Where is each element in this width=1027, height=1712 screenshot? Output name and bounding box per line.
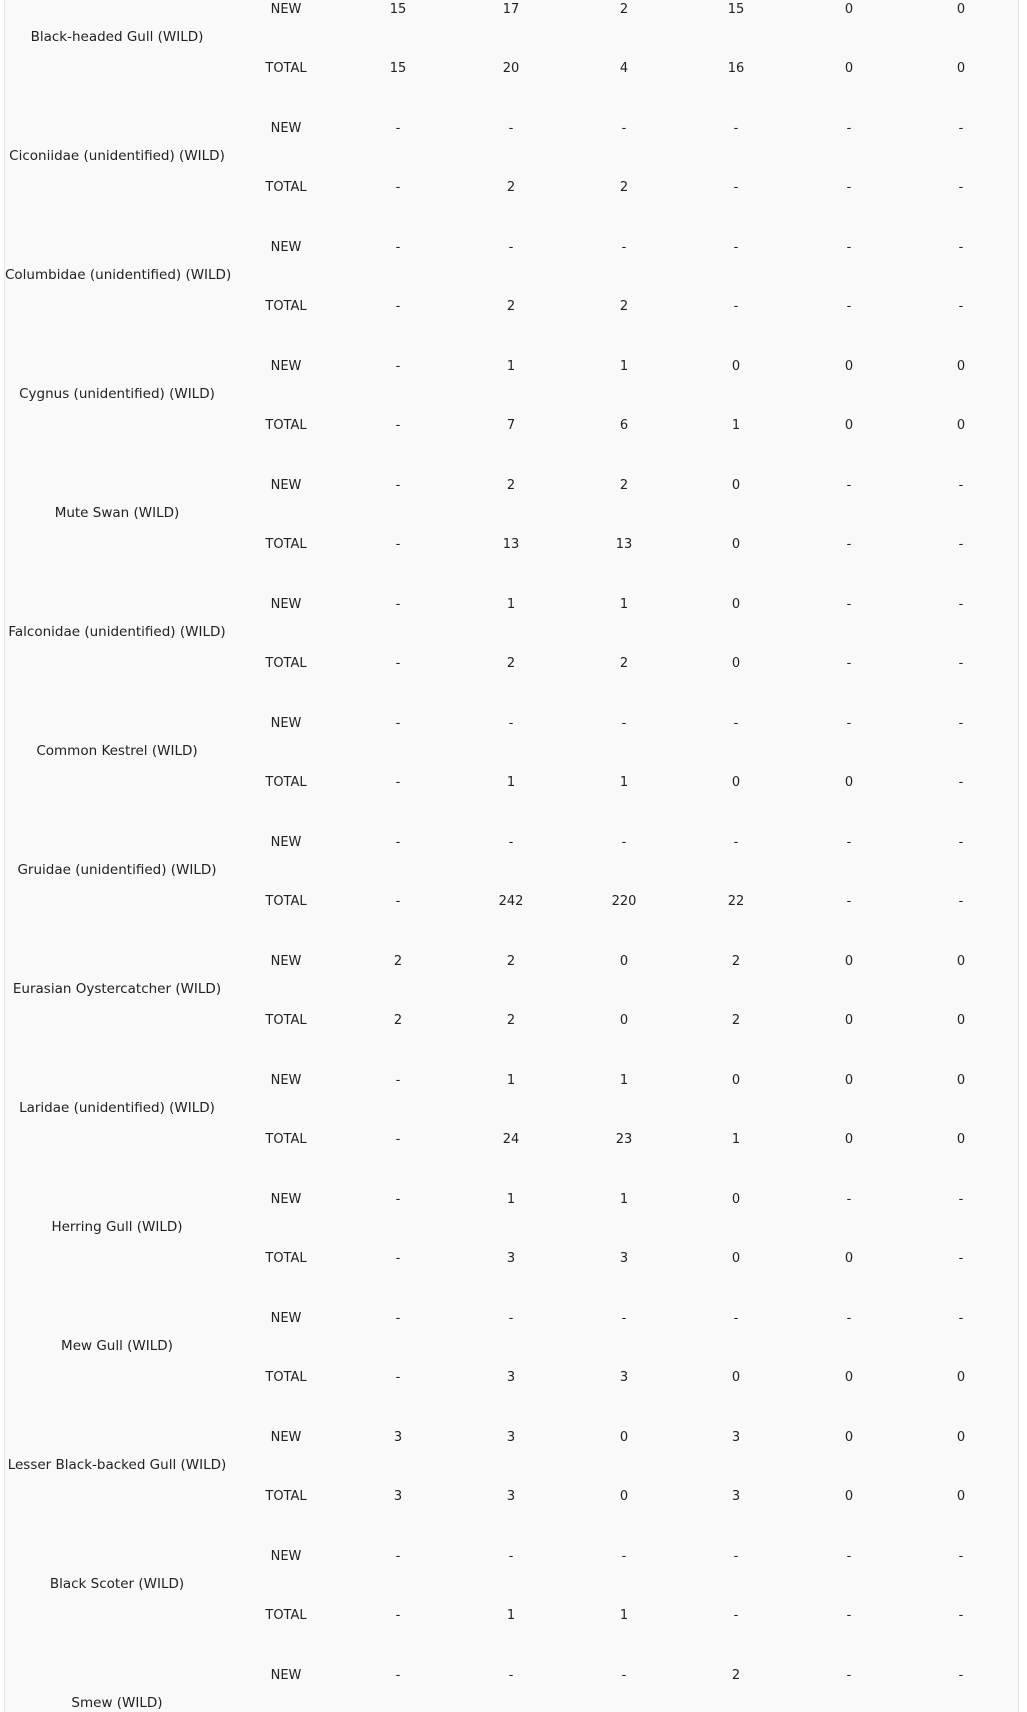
total-value-cell: 20 xyxy=(502,61,520,76)
total-value-cell: 3 xyxy=(619,1370,629,1385)
total-value-cell: 0 xyxy=(956,61,966,76)
new-value-cell: 0 xyxy=(956,1073,966,1088)
total-value-cell: 0 xyxy=(844,61,854,76)
new-value-cell: - xyxy=(395,478,401,493)
total-value-cell: - xyxy=(395,656,401,671)
total-value-cell: - xyxy=(395,418,401,433)
species-block xyxy=(5,1038,1018,1157)
new-label: NEW xyxy=(270,240,302,255)
new-value-cell: - xyxy=(621,1549,627,1564)
new-value-cell: - xyxy=(395,1073,401,1088)
new-value-cell: - xyxy=(958,1549,964,1564)
total-value-cell: 0 xyxy=(844,1132,854,1147)
total-row xyxy=(5,892,1018,912)
total-value-cell: - xyxy=(395,180,401,195)
new-value-cell: 17 xyxy=(502,2,520,17)
new-value-cell: 2 xyxy=(619,478,629,493)
new-value-cell: 2 xyxy=(506,478,516,493)
new-value-cell: 0 xyxy=(956,2,966,17)
species-name: Black Scoter (WILD) xyxy=(49,1576,185,1592)
species-name: Common Kestrel (WILD) xyxy=(36,743,198,759)
new-value-cell: 3 xyxy=(393,1430,403,1445)
new-value-cell: - xyxy=(621,716,627,731)
total-value-cell: 0 xyxy=(731,775,741,790)
total-value-cell: 2 xyxy=(619,299,629,314)
total-value-cell: - xyxy=(733,299,739,314)
new-value-cell: - xyxy=(621,240,627,255)
new-value-cell: - xyxy=(621,121,627,136)
total-value-cell: - xyxy=(958,775,964,790)
total-value-cell: 3 xyxy=(506,1370,516,1385)
new-label: NEW xyxy=(270,835,302,850)
new-label: NEW xyxy=(270,954,302,969)
species-name: Falconidae (unidentified) (WILD) xyxy=(8,624,226,640)
new-value-cell: - xyxy=(733,121,739,136)
new-value-cell: - xyxy=(958,1192,964,1207)
new-value-cell: - xyxy=(958,716,964,731)
total-value-cell: 23 xyxy=(615,1132,633,1147)
new-row xyxy=(5,238,1018,258)
new-value-cell: - xyxy=(508,1668,514,1683)
new-row xyxy=(5,1190,1018,1210)
total-value-cell: 13 xyxy=(615,537,633,552)
new-value-cell: - xyxy=(958,1668,964,1683)
new-value-cell: 0 xyxy=(844,954,854,969)
total-row xyxy=(5,59,1018,79)
species-block xyxy=(5,205,1018,324)
new-value-cell: 0 xyxy=(844,1430,854,1445)
total-value-cell: 0 xyxy=(956,418,966,433)
total-value-cell: 2 xyxy=(619,656,629,671)
total-value-cell: 1 xyxy=(619,775,629,790)
total-value-cell: - xyxy=(958,1608,964,1623)
outbreak-species-table xyxy=(4,0,1019,1712)
new-label: NEW xyxy=(270,716,302,731)
new-value-cell: - xyxy=(621,835,627,850)
total-value-cell: 6 xyxy=(619,418,629,433)
new-value-cell: 0 xyxy=(731,1073,741,1088)
total-value-cell: 0 xyxy=(956,1370,966,1385)
total-value-cell: 4 xyxy=(619,61,629,76)
total-value-cell: 0 xyxy=(956,1489,966,1504)
new-label: NEW xyxy=(270,478,302,493)
total-value-cell: 0 xyxy=(844,1251,854,1266)
species-rows xyxy=(5,0,1018,1712)
total-value-cell: - xyxy=(958,299,964,314)
species-name: Eurasian Oystercatcher (WILD) xyxy=(12,981,222,997)
new-label: NEW xyxy=(270,1549,302,1564)
total-value-cell: 220 xyxy=(611,894,637,909)
new-label: NEW xyxy=(270,2,302,17)
new-row xyxy=(5,1547,1018,1567)
new-value-cell: - xyxy=(395,597,401,612)
new-row xyxy=(5,357,1018,377)
total-value-cell: 22 xyxy=(727,894,745,909)
total-label: TOTAL xyxy=(265,299,307,314)
new-value-cell: 3 xyxy=(506,1430,516,1445)
total-value-cell: 1 xyxy=(731,418,741,433)
total-value-cell: 2 xyxy=(731,1013,741,1028)
total-value-cell: - xyxy=(395,1370,401,1385)
new-value-cell: 0 xyxy=(956,954,966,969)
new-value-cell: - xyxy=(395,1668,401,1683)
new-value-cell: 1 xyxy=(619,597,629,612)
total-value-cell: 16 xyxy=(727,61,745,76)
new-value-cell: - xyxy=(508,835,514,850)
new-value-cell: - xyxy=(395,1311,401,1326)
new-label: NEW xyxy=(270,1192,302,1207)
species-name: Gruidae (unidentified) (WILD) xyxy=(17,862,217,878)
new-value-cell: - xyxy=(395,121,401,136)
species-block xyxy=(5,443,1018,562)
new-label: NEW xyxy=(270,1430,302,1445)
new-value-cell: 0 xyxy=(844,359,854,374)
total-value-cell: 7 xyxy=(506,418,516,433)
total-value-cell: 1 xyxy=(506,775,516,790)
total-value-cell: 3 xyxy=(731,1489,741,1504)
total-row xyxy=(5,416,1018,436)
species-name: Laridae (unidentified) (WILD) xyxy=(19,1100,215,1116)
new-value-cell: - xyxy=(846,716,852,731)
species-name: Herring Gull (WILD) xyxy=(51,1219,183,1235)
species-name: Lesser Black-backed Gull (WILD) xyxy=(7,1457,227,1473)
species-name: Mute Swan (WILD) xyxy=(54,505,180,521)
total-value-cell: 0 xyxy=(731,1370,741,1385)
total-value-cell: - xyxy=(958,894,964,909)
total-value-cell: - xyxy=(733,1608,739,1623)
new-label: NEW xyxy=(270,1073,302,1088)
new-value-cell: - xyxy=(958,121,964,136)
total-value-cell: 1 xyxy=(731,1132,741,1147)
new-value-cell: - xyxy=(846,597,852,612)
species-name: Mew Gull (WILD) xyxy=(61,1338,173,1354)
species-name: Cygnus (unidentified) (WILD) xyxy=(19,386,215,402)
total-value-cell: - xyxy=(733,180,739,195)
total-value-cell: 3 xyxy=(393,1489,403,1504)
new-value-cell: - xyxy=(846,1668,852,1683)
total-value-cell: 1 xyxy=(506,1608,516,1623)
total-value-cell: - xyxy=(846,299,852,314)
new-row xyxy=(5,1071,1018,1091)
total-value-cell: - xyxy=(958,180,964,195)
species-block xyxy=(5,0,1018,86)
total-label: TOTAL xyxy=(265,1489,307,1504)
new-label: NEW xyxy=(270,597,302,612)
new-value-cell: 1 xyxy=(506,359,516,374)
total-label: TOTAL xyxy=(265,418,307,433)
new-value-cell: 0 xyxy=(844,1073,854,1088)
new-value-cell: 2 xyxy=(506,954,516,969)
species-name: Smew (WILD) xyxy=(71,1695,163,1711)
new-value-cell: - xyxy=(846,1311,852,1326)
total-value-cell: 0 xyxy=(619,1489,629,1504)
total-value-cell: - xyxy=(395,894,401,909)
new-row xyxy=(5,476,1018,496)
total-row xyxy=(5,297,1018,317)
total-value-cell: 0 xyxy=(619,1013,629,1028)
total-value-cell: - xyxy=(395,537,401,552)
species-name: Black-headed Gull (WILD) xyxy=(30,29,204,45)
new-value-cell: 2 xyxy=(731,954,741,969)
new-label: NEW xyxy=(270,1668,302,1683)
total-row xyxy=(5,773,1018,793)
total-value-cell: 0 xyxy=(844,1013,854,1028)
new-value-cell: 1 xyxy=(619,1192,629,1207)
total-row xyxy=(5,1011,1018,1031)
total-value-cell: 2 xyxy=(619,180,629,195)
total-value-cell: - xyxy=(846,656,852,671)
new-value-cell: - xyxy=(958,597,964,612)
total-row xyxy=(5,654,1018,674)
total-value-cell: 242 xyxy=(498,894,524,909)
species-block xyxy=(5,324,1018,443)
new-value-cell: - xyxy=(395,1549,401,1564)
new-value-cell: - xyxy=(733,1549,739,1564)
new-value-cell: - xyxy=(621,1668,627,1683)
total-value-cell: 3 xyxy=(619,1251,629,1266)
new-value-cell: - xyxy=(395,835,401,850)
total-value-cell: 2 xyxy=(506,180,516,195)
new-value-cell: 2 xyxy=(619,2,629,17)
total-value-cell: - xyxy=(395,1251,401,1266)
new-value-cell: - xyxy=(621,1311,627,1326)
new-value-cell: - xyxy=(508,1311,514,1326)
total-value-cell: 2 xyxy=(506,1013,516,1028)
total-value-cell: 3 xyxy=(506,1251,516,1266)
new-row xyxy=(5,714,1018,734)
total-row xyxy=(5,1249,1018,1269)
new-row xyxy=(5,1666,1018,1686)
species-block xyxy=(5,1633,1018,1712)
total-row xyxy=(5,535,1018,555)
new-row xyxy=(5,1428,1018,1448)
total-label: TOTAL xyxy=(265,656,307,671)
new-value-cell: 0 xyxy=(731,597,741,612)
new-value-cell: 0 xyxy=(956,1430,966,1445)
total-value-cell: 0 xyxy=(956,1013,966,1028)
total-value-cell: 0 xyxy=(731,1251,741,1266)
total-value-cell: 1 xyxy=(619,1608,629,1623)
new-value-cell: 0 xyxy=(619,1430,629,1445)
new-value-cell: - xyxy=(846,1549,852,1564)
new-value-cell: 15 xyxy=(727,2,745,17)
new-value-cell: - xyxy=(508,121,514,136)
new-value-cell: - xyxy=(958,240,964,255)
new-value-cell: 1 xyxy=(506,597,516,612)
new-value-cell: - xyxy=(733,1311,739,1326)
new-row xyxy=(5,119,1018,139)
new-value-cell: - xyxy=(395,716,401,731)
new-value-cell: - xyxy=(846,835,852,850)
new-value-cell: - xyxy=(846,1192,852,1207)
species-block xyxy=(5,1276,1018,1395)
new-value-cell: 0 xyxy=(731,478,741,493)
species-block xyxy=(5,1395,1018,1514)
species-block xyxy=(5,86,1018,205)
total-label: TOTAL xyxy=(265,894,307,909)
new-label: NEW xyxy=(270,359,302,374)
new-value-cell: - xyxy=(508,1549,514,1564)
total-label: TOTAL xyxy=(265,775,307,790)
total-value-cell: - xyxy=(395,299,401,314)
species-name: Columbidae (unidentified) (WILD) xyxy=(5,267,232,283)
total-value-cell: 0 xyxy=(844,418,854,433)
total-label: TOTAL xyxy=(265,1370,307,1385)
new-value-cell: - xyxy=(958,478,964,493)
total-value-cell: - xyxy=(846,1608,852,1623)
total-value-cell: 3 xyxy=(506,1489,516,1504)
total-value-cell: - xyxy=(958,656,964,671)
total-value-cell: 0 xyxy=(844,1370,854,1385)
new-value-cell: - xyxy=(508,240,514,255)
total-value-cell: - xyxy=(846,180,852,195)
total-value-cell: - xyxy=(958,1251,964,1266)
total-value-cell: - xyxy=(846,537,852,552)
new-value-cell: 0 xyxy=(731,1192,741,1207)
new-value-cell: 2 xyxy=(731,1668,741,1683)
total-row xyxy=(5,1606,1018,1626)
new-value-cell: - xyxy=(846,121,852,136)
new-row xyxy=(5,595,1018,615)
species-block xyxy=(5,681,1018,800)
total-row xyxy=(5,1130,1018,1150)
total-value-cell: - xyxy=(395,1608,401,1623)
new-value-cell: - xyxy=(395,240,401,255)
new-row xyxy=(5,0,1018,20)
new-value-cell: 1 xyxy=(619,359,629,374)
total-value-cell: 0 xyxy=(844,775,854,790)
species-block xyxy=(5,562,1018,681)
new-value-cell: 0 xyxy=(731,359,741,374)
total-label: TOTAL xyxy=(265,1013,307,1028)
new-value-cell: - xyxy=(846,478,852,493)
species-block xyxy=(5,1157,1018,1276)
new-value-cell: 15 xyxy=(389,2,407,17)
total-value-cell: - xyxy=(846,894,852,909)
species-block xyxy=(5,919,1018,1038)
total-value-cell: - xyxy=(395,1132,401,1147)
total-value-cell: 15 xyxy=(389,61,407,76)
total-label: TOTAL xyxy=(265,180,307,195)
new-value-cell: - xyxy=(395,1192,401,1207)
species-block xyxy=(5,800,1018,919)
total-label: TOTAL xyxy=(265,537,307,552)
new-value-cell: - xyxy=(395,359,401,374)
total-value-cell: 0 xyxy=(731,656,741,671)
species-block xyxy=(5,1514,1018,1633)
total-label: TOTAL xyxy=(265,1608,307,1623)
total-row xyxy=(5,1368,1018,1388)
total-value-cell: - xyxy=(395,775,401,790)
new-label: NEW xyxy=(270,121,302,136)
new-value-cell: - xyxy=(733,240,739,255)
new-value-cell: 1 xyxy=(506,1073,516,1088)
new-value-cell: - xyxy=(508,716,514,731)
new-value-cell: - xyxy=(733,835,739,850)
total-label: TOTAL xyxy=(265,61,307,76)
new-value-cell: 2 xyxy=(393,954,403,969)
total-value-cell: 2 xyxy=(506,299,516,314)
total-value-cell: 0 xyxy=(844,1489,854,1504)
new-value-cell: - xyxy=(958,1311,964,1326)
new-value-cell: - xyxy=(958,835,964,850)
total-value-cell: 0 xyxy=(956,1132,966,1147)
new-value-cell: - xyxy=(733,716,739,731)
total-value-cell: 2 xyxy=(506,656,516,671)
new-value-cell: 0 xyxy=(619,954,629,969)
new-value-cell: 0 xyxy=(844,2,854,17)
species-name: Ciconiidae (unidentified) (WILD) xyxy=(9,148,225,164)
new-value-cell: 0 xyxy=(956,359,966,374)
total-value-cell: 24 xyxy=(502,1132,520,1147)
new-value-cell: 1 xyxy=(506,1192,516,1207)
new-label: NEW xyxy=(270,1311,302,1326)
total-value-cell: - xyxy=(958,537,964,552)
total-row xyxy=(5,1487,1018,1507)
total-value-cell: 0 xyxy=(731,537,741,552)
total-value-cell: 13 xyxy=(502,537,520,552)
total-value-cell: 2 xyxy=(393,1013,403,1028)
new-row xyxy=(5,1309,1018,1329)
new-row xyxy=(5,833,1018,853)
new-row xyxy=(5,952,1018,972)
total-label: TOTAL xyxy=(265,1132,307,1147)
total-row xyxy=(5,178,1018,198)
new-value-cell: 3 xyxy=(731,1430,741,1445)
total-label: TOTAL xyxy=(265,1251,307,1266)
new-value-cell: 1 xyxy=(619,1073,629,1088)
new-value-cell: - xyxy=(846,240,852,255)
